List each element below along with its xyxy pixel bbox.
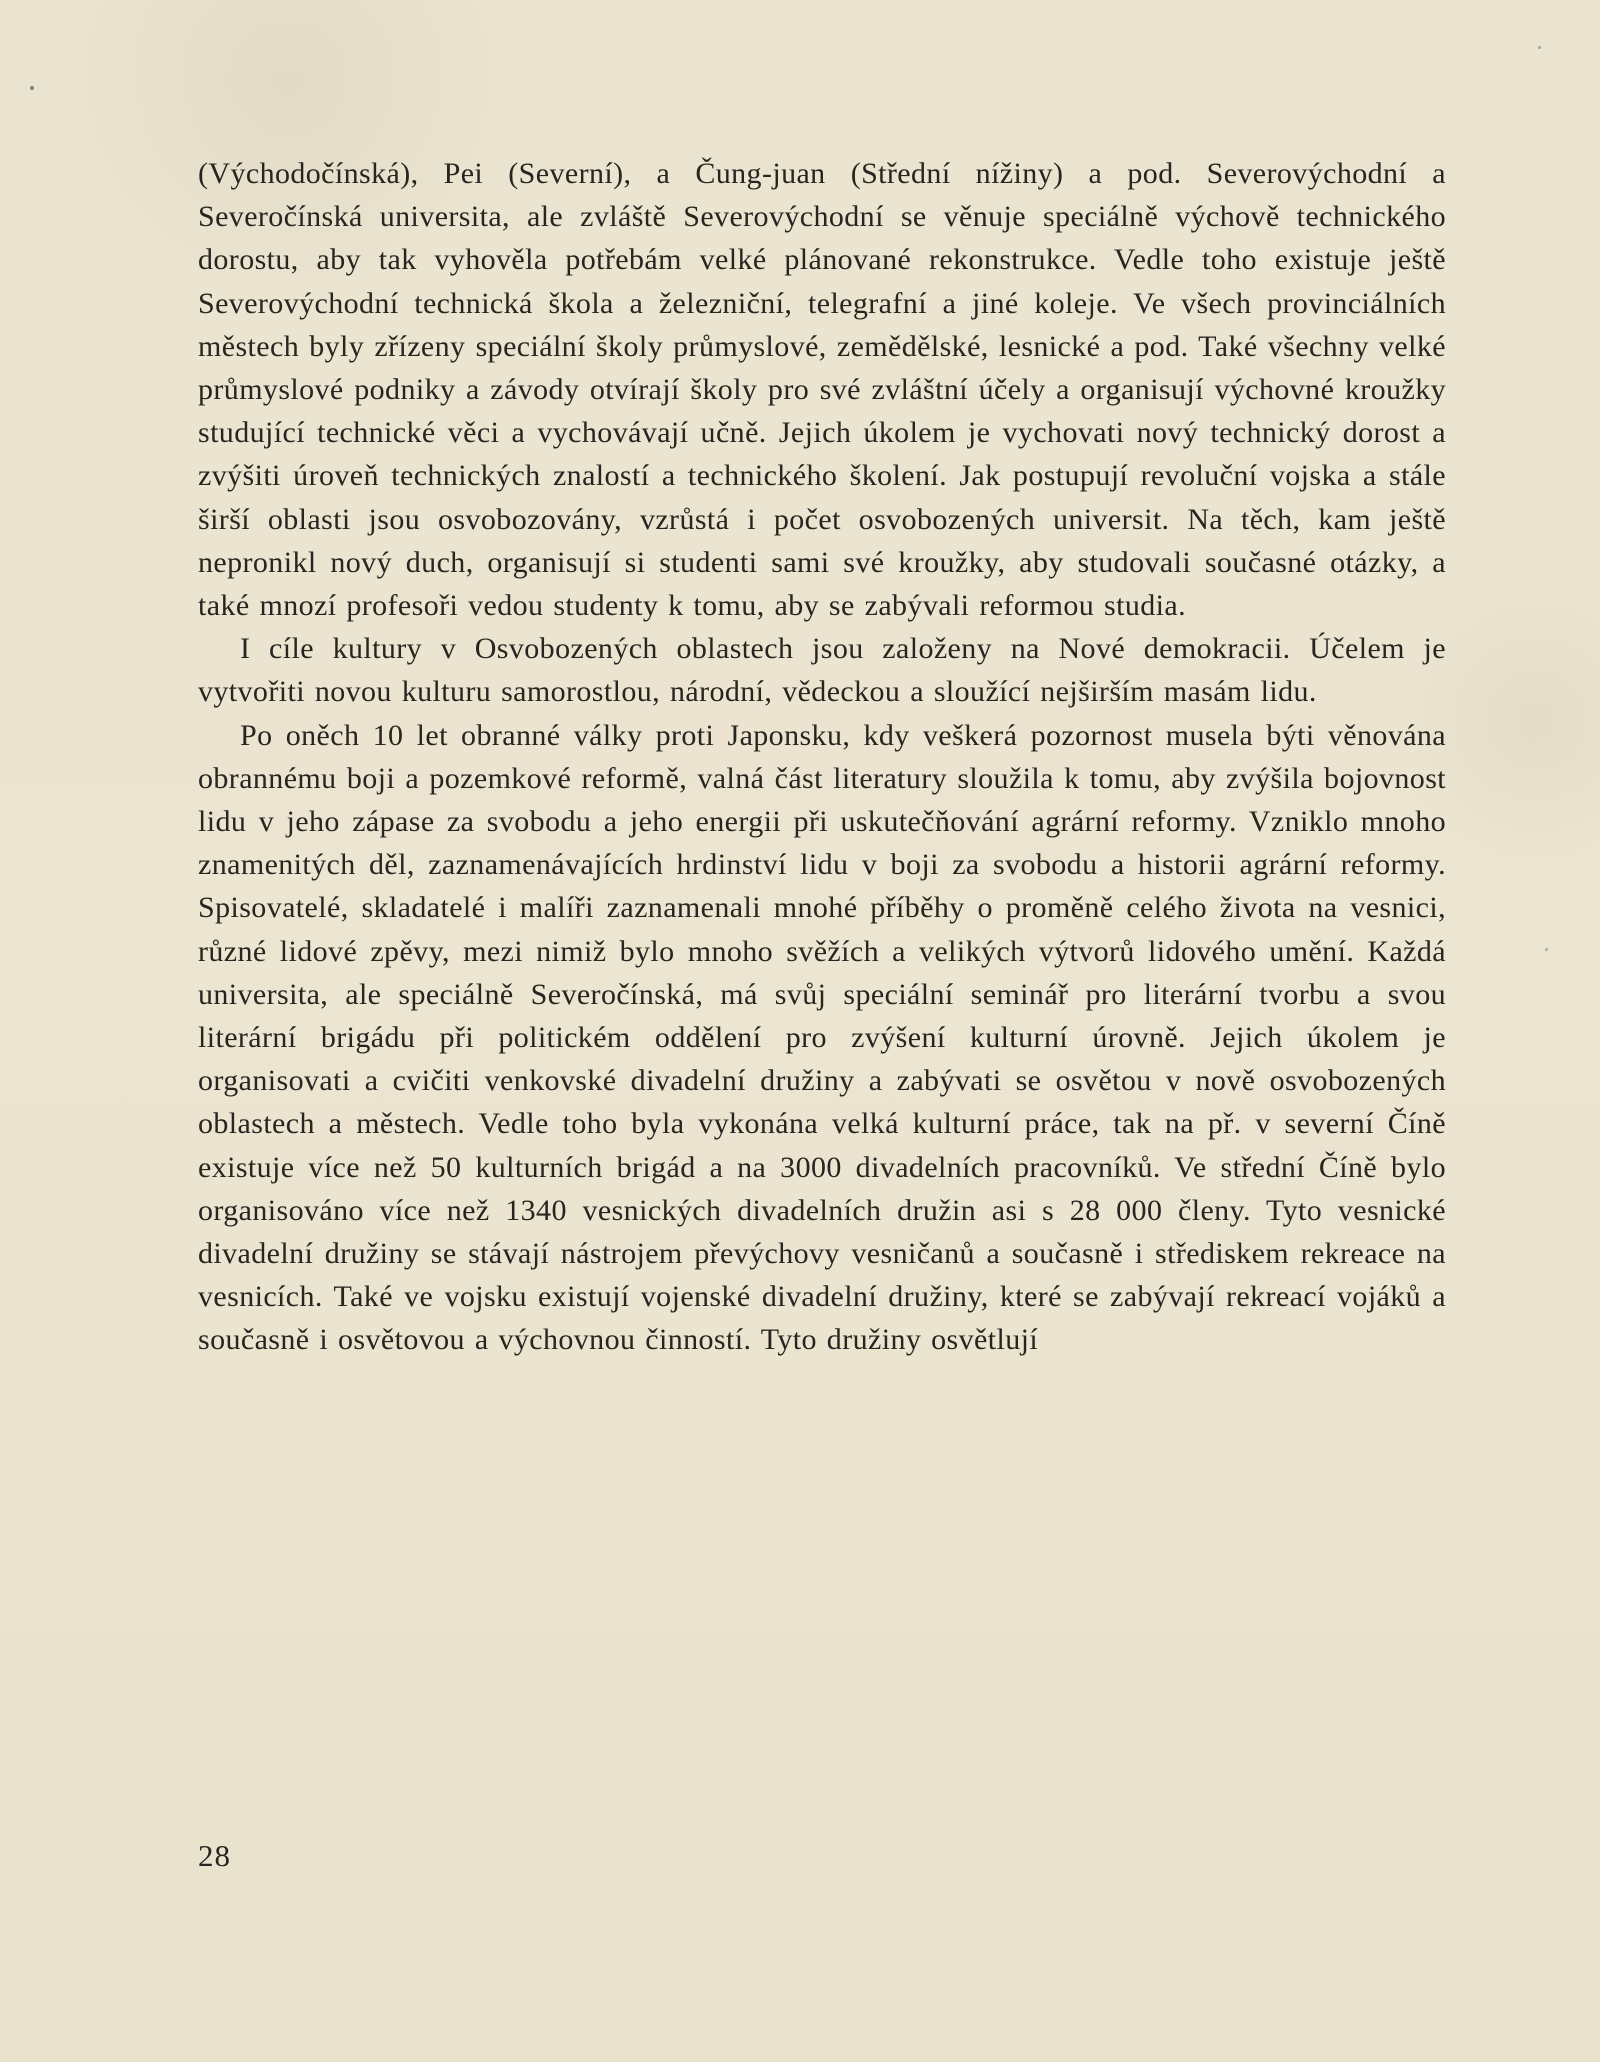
paper-speck [1545, 948, 1548, 951]
paper-speck [1538, 46, 1541, 49]
body-text-block [198, 152, 1446, 1362]
page-number: 28 [198, 1838, 231, 1873]
body-paragraph: Po oněch 10 let obranné války proti Japonsku, kdy veškerá pozornost musela býti věnována obrannému boji a pozemkové reformě, valná část literatury sloužila k tomu, aby zvýšila bojovnost lidu v jeho zápase za svobodu a jeho energii při uskutečňování agrární reformy. Vzniklo mnoho znamenitých děl, zaznamenávajících hrdinství lidu v boji za svobodu a historii agrární reformy. Spisovatelé, skladatelé i malíři zaznamenali mnohé příběhy o proměně celého života na vesnici, různé lidové zpěvy, mezi nimiž bylo mnoho svěžích a velikých výtvorů lidového umění. Každá universita, ale speciálně Severočínská, má svůj speciální seminář pro literární tvorbu a svou literární brigádu při politickém oddělení pro zvýšení kulturní úrovně. Jejich úkolem je organisovati a cvičiti venkovské divadelní družiny a zabývati se osvětou v nově osvobozených oblastech a městech. Vedle toho byla vykonána velká kulturní práce, tak na př. v severní Číně existuje více než 50 kulturních brigád a na 3000 divadelních pracovníků. Ve střední Číně bylo organisováno více než 1340 vesnických divadelních družin asi s 28 000 členy. Tyto vesnické divadelní družiny se stávají nástrojem převýchovy vesničanů a současně i střediskem rekreace na vesnicích. Také ve vojsku existují vojenské divadelní družiny, které se zabývají rekreací vojáků a současně i osvětovou a výchovnou činností. Tyto družiny osvětlují [198, 718, 1446, 1357]
body-paragraph: I cíle kultury v Osvobozených oblastech jsou založeny na Nové demokracii. Účelem je vytvořiti novou kulturu samorostlou, národní, vědeckou a sloužící nejširším masám lidu. [198, 632, 1446, 709]
body-paragraph: (Východočínská), Pei (Severní), a Čung-juan (Střední nížiny) a pod. Severovýchodní a Severočínská universita, ale zvláště Severovýchodní se věnuje speciálně výchově technického dorostu, aby tak vyhověla potřebám velké plánované rekonstrukce. Vedle toho existuje ještě Severovýchodní technická škola a železniční, telegrafní a jiné koleje. Ve všech provinciálních městech byly zřízeny speciální školy průmyslové, zemědělské, lesnické a pod. Také všechny velké průmyslové podniky a závody otvírají školy pro své zvláštní účely a organisují výchovné kroužky studující technické věci a vychovávají učně. Jejich úkolem je vychovati nový technický dorost a zvýšiti úroveň technických znalostí a technického školení. Jak postupují revoluční vojska a stále širší oblasti jsou osvobozovány, vzrůstá i počet osvobozených universit. Na těch, kam ještě nepronikl nový duch, organisují si studenti sami své kroužky, aby studovali současné otázky, a také mnozí profesoři vedou studenty k tomu, aby se zabývali reformou studia. [198, 157, 1446, 623]
paper-speck [30, 86, 34, 90]
